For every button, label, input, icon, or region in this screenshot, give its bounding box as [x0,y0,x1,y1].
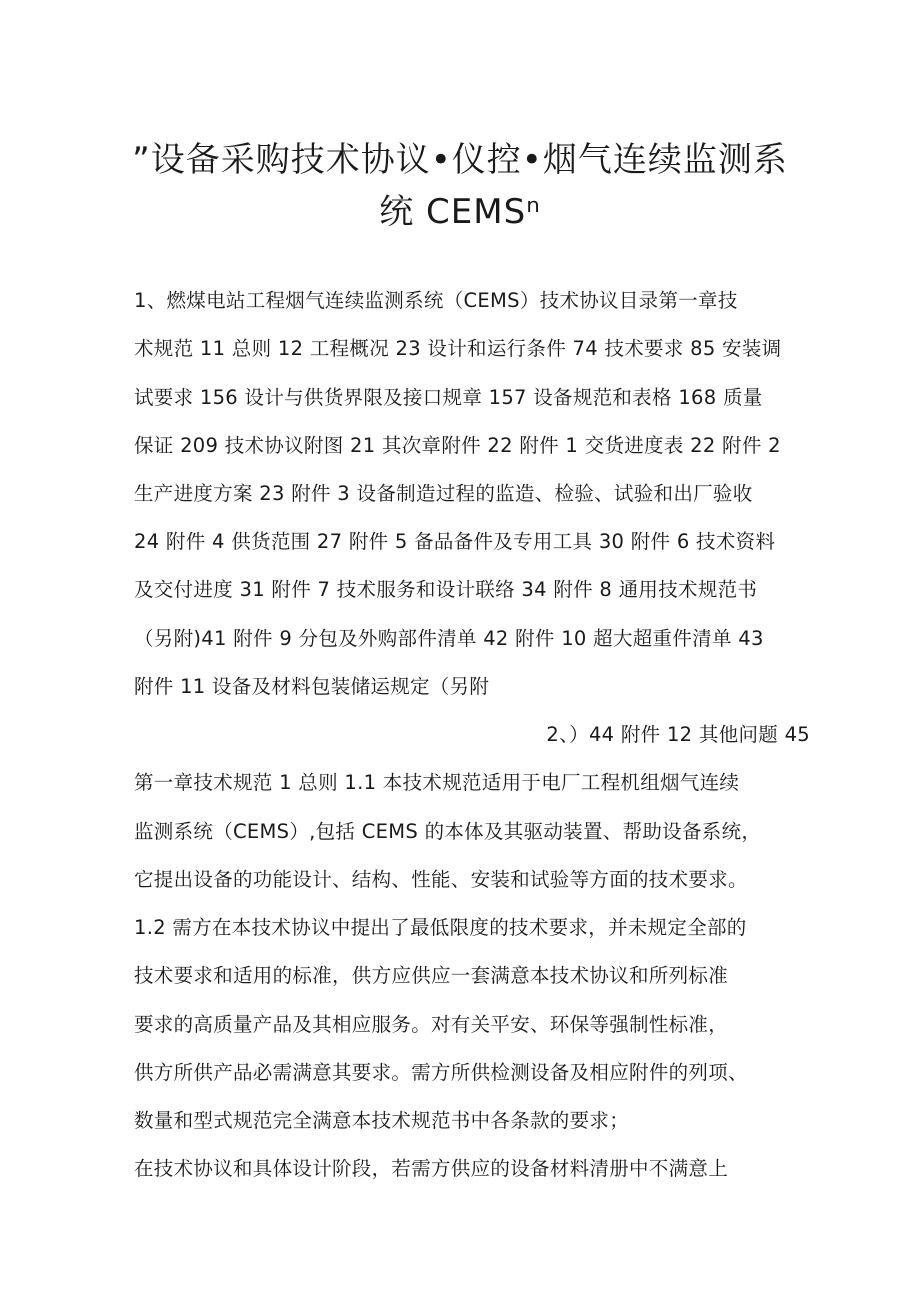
body-line: 24 附件 4 供货范围 27 附件 5 备品备件及专用工具 30 附件 6 技术资料 [134,530,776,553]
body-line: 试要求 156 设计与供货界限及接口规章 157 设备规范和表格 168 质量 [134,386,763,409]
body-line: 技术要求和适用的标准，供方应供应一套满意本技术协议和所列标准 [134,964,729,987]
body-line: 附件 11 设备及材料包装储运规定（另附 [134,675,490,698]
document-title-line-1: ”设备采购技术协议•仪控•烟气连续监测系 [132,140,788,180]
body-line: 监测系统（CEMS）,包括 CEMS 的本体及其驱动装置、帮助设备系统， [134,820,762,843]
body-line: 生产进度方案 23 附件 3 设备制造过程的监造、检验、试验和出厂验收 [134,482,753,505]
document-title-line-2: 统 CEMSⁿ [379,192,541,232]
body-line: 1、燃煤电站工程烟气连续监测系统（CEMS）技术协议目录第一章技 [134,289,738,312]
body-line: 供方所供产品必需满意其要求。需方所供检测设备及相应附件的列项、 [134,1061,748,1084]
body-line: （另附)41 附件 9 分包及外购部件清单 42 附件 10 超大超重件清单 43 [134,627,764,650]
body-line: 保证 209 技术协议附图 21 其次章附件 22 附件 1 交货进度表 22 附件 2 [134,434,781,457]
body-line: 术规范 11 总则 12 工程概况 23 设计和运行条件 74 技术要求 85 安装调 [134,337,782,360]
body-line: 及交付进度 31 附件 7 技术服务和设计联络 34 附件 8 通用技术规范书 [134,578,758,601]
body-line: 它提出设备的功能设计、结构、性能、安装和试验等方面的技术要求。 [134,868,748,891]
body-line: 2、）44 附件 12 其他问题 45 [546,723,810,746]
body-line: 在技术协议和具体设计阶段，若需方供应的设备材料清册中不满意上 [134,1157,729,1180]
body-line: 1.2 需方在本技术协议中提出了最低限度的技术要求，并未规定全部的 [134,916,747,939]
body-line: 要求的高质量产品及其相应服务。对有关平安、环保等强制性标准， [134,1013,729,1036]
body-line: 第一章技术规范 1 总则 1.1 本技术规范适用于电厂工程机组烟气连续 [134,771,740,794]
body-line: 数量和型式规范完全满意本技术规范书中各条款的要求； [134,1109,630,1132]
